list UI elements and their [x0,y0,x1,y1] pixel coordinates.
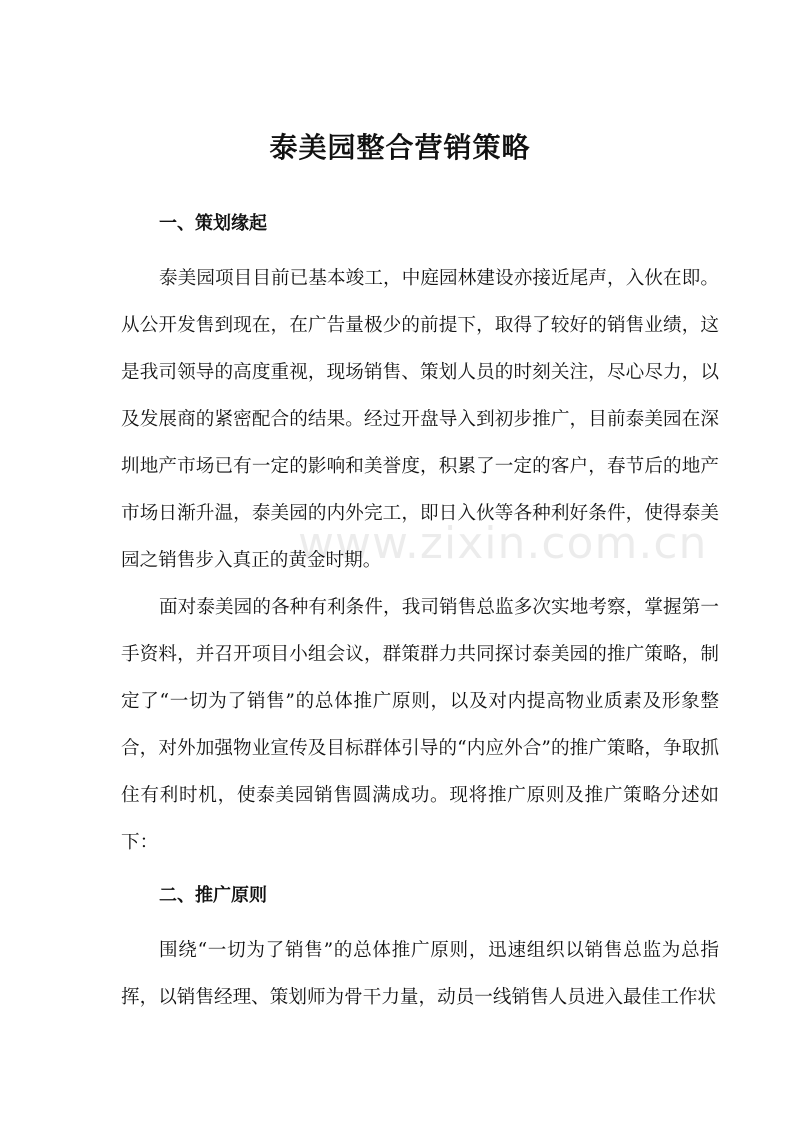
paragraph-origin-1: 泰美园项目目前已基本竣工，中庭园林建设亦接近尾声，入伙在即。从公开发售到现在，在广告量极少的前提下，取得了较好的销售业绩，这是我司领导的高度重视，现场销售、策划人员的时刻关注，尽心尽力，以及发展商的紧密配合的结果。经过开盘导入到初步推广，目前泰美园在深圳地产市场已有一定的影响和美誉度，积累了一定的客户，春节后的地产市场日渐升温，泰美园的内外完工，即日入伙等各种利好条件，使得泰美园之销售步入真正的黄金时期。 [121,268,719,571]
section-heading-principle: 二、推广原则 [159,885,267,906]
watermark: www.zixin.com.cn [298,518,708,569]
paragraph-principle-1: 围绕“一切为了销售”的总体推广原则，迅速组织以销售总监为总指挥，以销售经理、策划师为骨干力量，动员一线销售人员进入最佳工作状 [121,940,719,1008]
paragraph-origin-2: 面对泰美园的各种有利条件，我司销售总监多次实地考察，掌握第一手资料，并召开项目小组会议，群策群力共同探讨泰美园的推广策略，制定了“一切为了销售”的总体推广原则，以及对内提高物业质素及形象整合，对外加强物业宣传及目标群体引导的“内应外合”的推广策略，争取抓住有利时机，使泰美园销售圆满成功。现将推广原则及推广策略分述如下： [121,597,719,853]
section-heading-origin: 一、策划缘起 [159,213,267,234]
document-body [121,206,719,1021]
document-title: 泰美园整合营销策略 [269,131,531,164]
